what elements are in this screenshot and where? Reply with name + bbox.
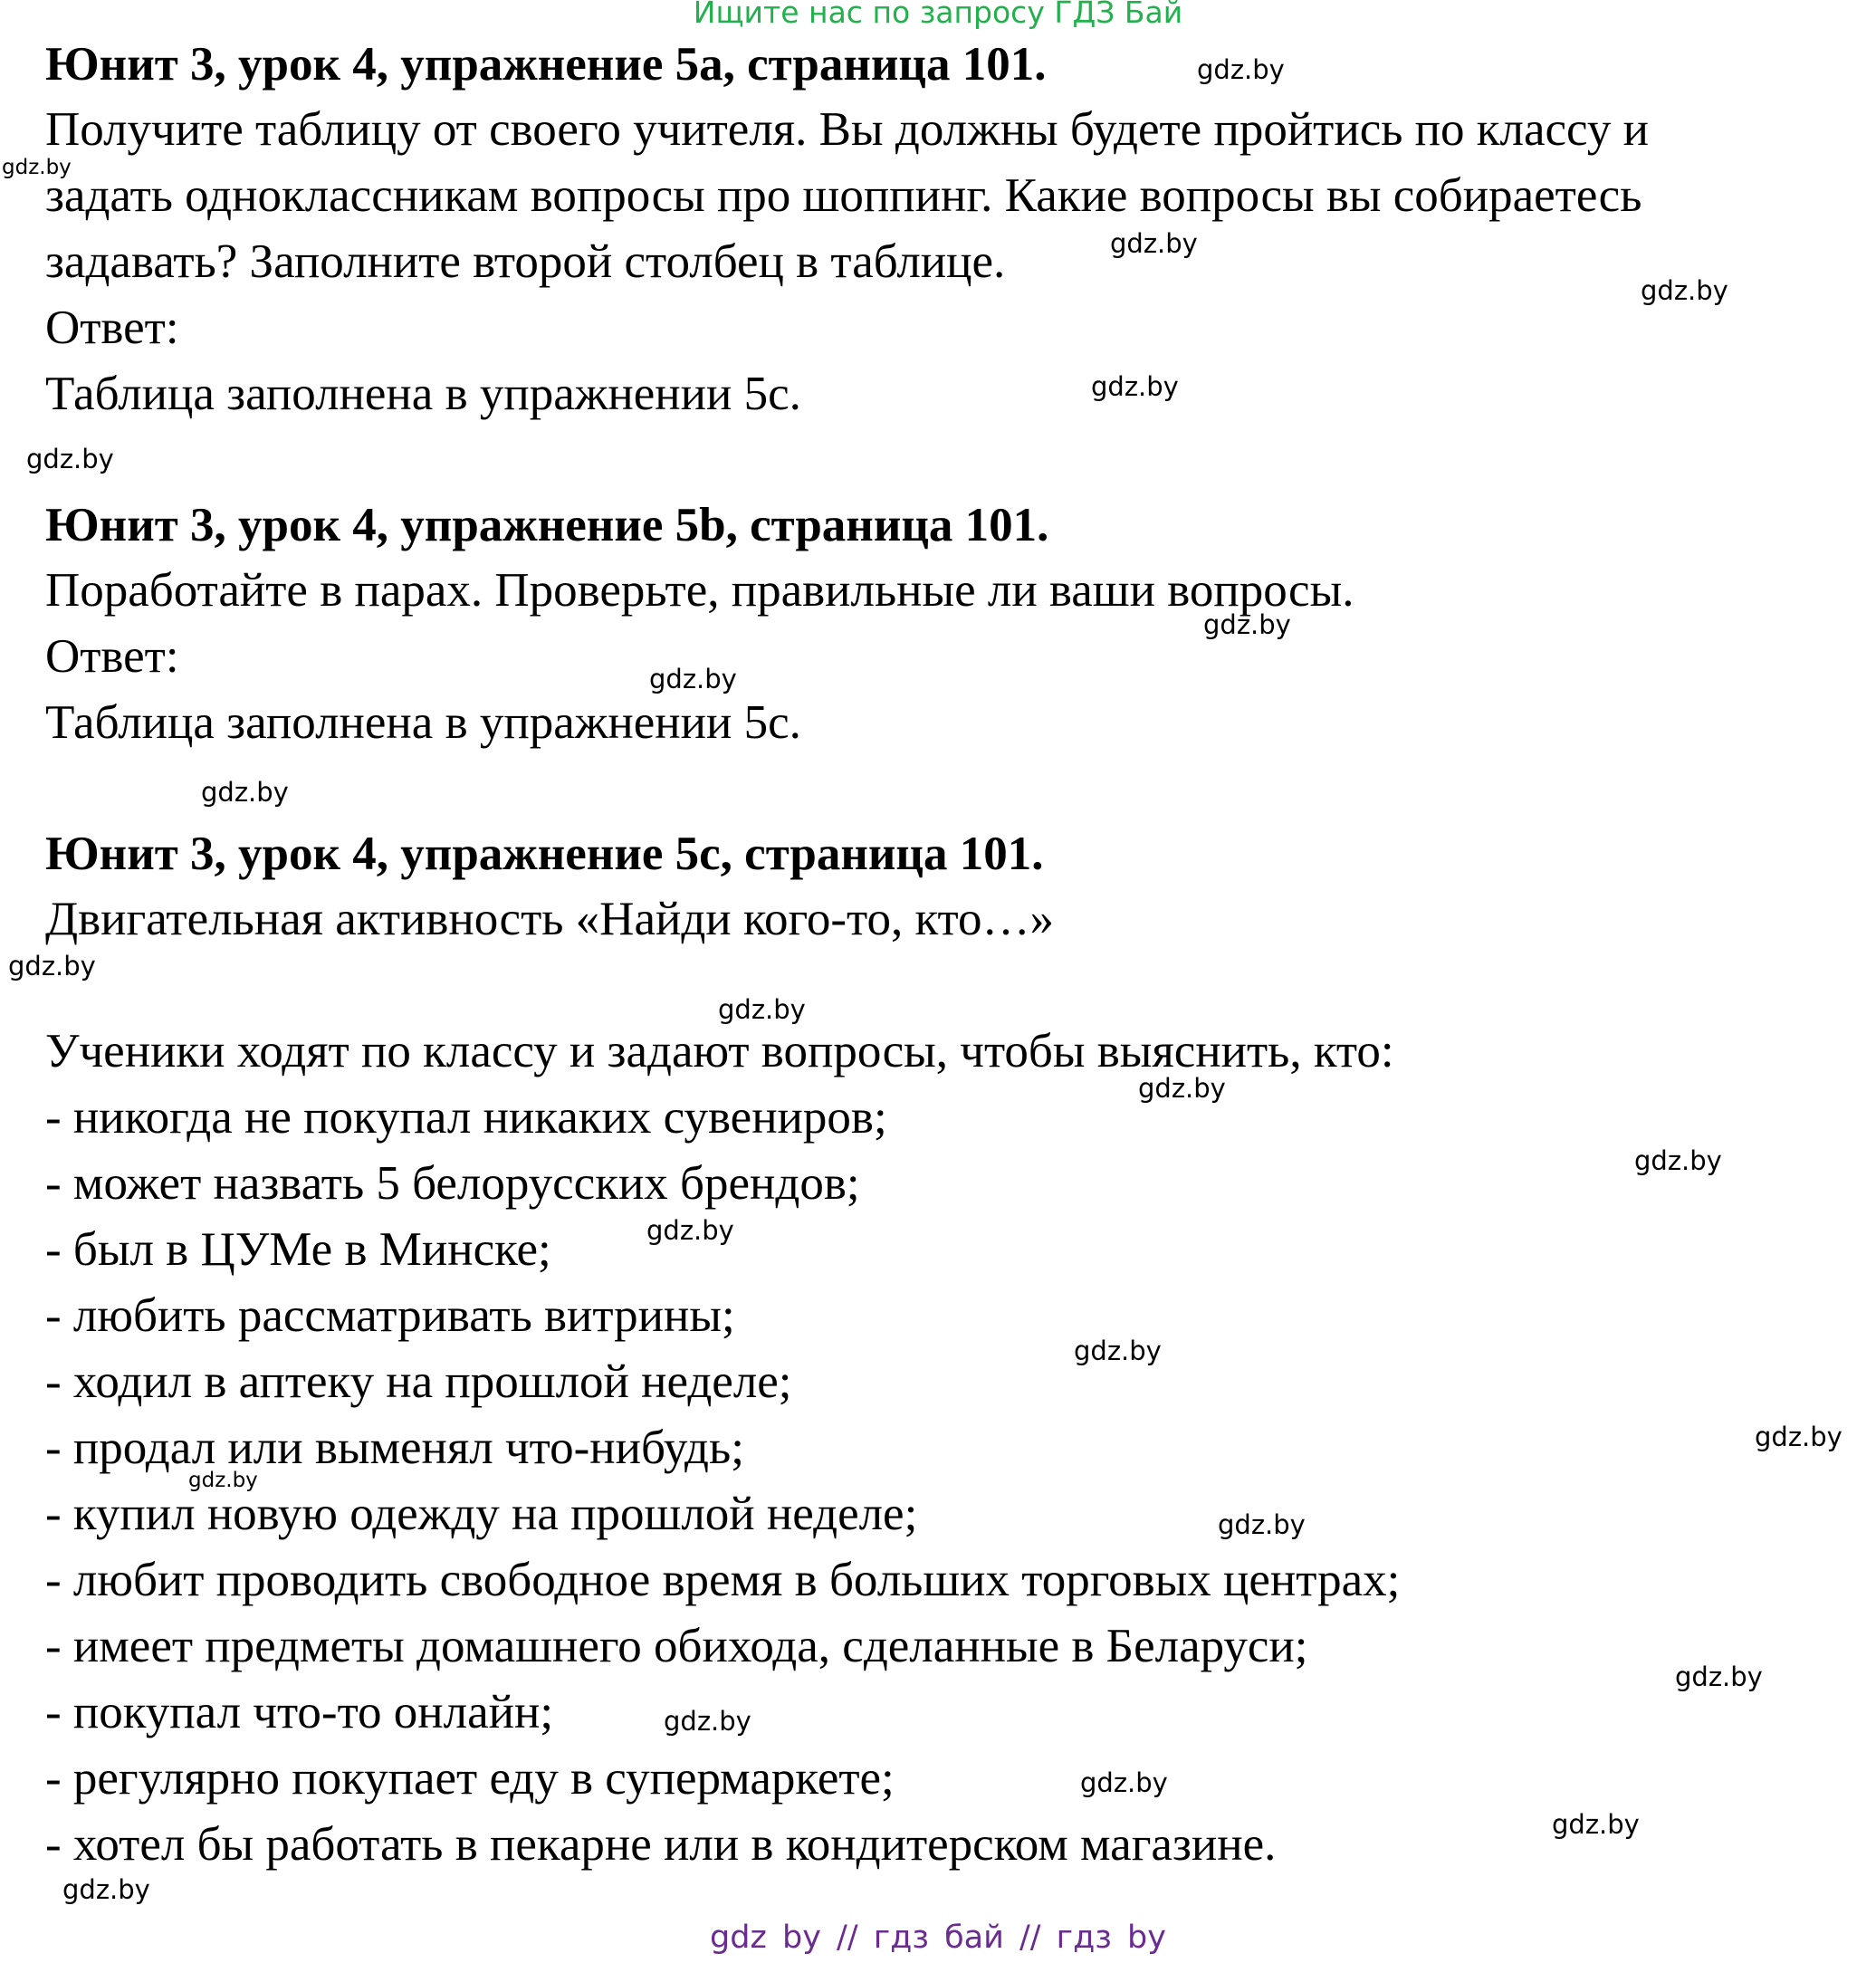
- task-5a-line-2: задать одноклассникам вопросы про шоппинг. Какие вопросы вы собираетесь: [45, 169, 1642, 222]
- watermark: gdz.by: [664, 1706, 751, 1737]
- watermark: gdz.by: [1197, 54, 1285, 85]
- heading-5a: Юнит 3, урок 4, упражнение 5a, страница 101.: [45, 38, 1047, 91]
- watermark: gdz.by: [1080, 1767, 1168, 1798]
- watermark: gdz.by: [1755, 1422, 1842, 1452]
- list-item: - хотел бы работать в пекарне или в кондитерском магазине.: [45, 1818, 1277, 1871]
- watermark: gdz.by: [649, 664, 737, 694]
- watermark: gdz.by: [1091, 371, 1179, 402]
- heading-5c: Юнит 3, урок 4, упражнение 5c, страница 101.: [45, 828, 1044, 880]
- watermark: gdz.by: [1203, 609, 1291, 640]
- list-item: - купил новую одежду на прошлой неделе;: [45, 1488, 918, 1540]
- list-item: - покупал что-то онлайн;: [45, 1686, 554, 1738]
- watermark: gdz.by: [1634, 1145, 1722, 1176]
- watermark: gdz.by: [188, 1469, 258, 1492]
- task-5a-line-3: задавать? Заполните второй столбец в таблице.: [45, 235, 1006, 288]
- list-item: - любить рассматривать витрины;: [45, 1289, 735, 1342]
- search-banner: Ищите нас по запросу ГДЗ Бай: [693, 0, 1183, 30]
- heading-5b: Юнит 3, урок 4, упражнение 5b, страница 101.: [45, 499, 1049, 551]
- watermark: gdz.by: [8, 951, 96, 982]
- list-item: - ходил в аптеку на прошлой неделе;: [45, 1355, 792, 1408]
- watermark: gdz.by: [1218, 1509, 1306, 1540]
- task-5b: Поработайте в парах. Проверьте, правильные ли ваши вопросы.: [45, 564, 1354, 617]
- watermark: gdz.by: [646, 1215, 734, 1246]
- footer-links: gdz by // гдз бай // гдз by: [710, 1920, 1166, 1956]
- list-item: - любит проводить свободное время в больших торговых центрах;: [45, 1554, 1401, 1606]
- answer-label-5b: Ответ:: [45, 630, 179, 683]
- list-item: - продал или выменял что-нибудь;: [45, 1422, 744, 1474]
- watermark: gdz.by: [62, 1874, 150, 1905]
- watermark: gdz.by: [1138, 1073, 1226, 1104]
- watermark: gdz.by: [26, 444, 114, 474]
- list-item: - был в ЦУМе в Минске;: [45, 1223, 551, 1276]
- intro-5c: Ученики ходят по классу и задают вопросы, чтобы выяснить, кто:: [45, 1025, 1394, 1077]
- watermark: gdz.by: [1074, 1336, 1162, 1366]
- list-item: - имеет предметы домашнего обихода, сделанные в Беларуси;: [45, 1620, 1308, 1672]
- task-5a-line-1: Получите таблицу от своего учителя. Вы должны будете пройтись по классу и: [45, 103, 1649, 156]
- watermark: gdz.by: [1552, 1809, 1640, 1840]
- watermark: gdz.by: [1110, 228, 1198, 259]
- list-item: - регулярно покупает еду в супермаркете;: [45, 1752, 895, 1805]
- watermark: gdz.by: [2, 156, 72, 179]
- answer-5a: Таблица заполнена в упражнении 5c.: [45, 368, 801, 420]
- watermark: gdz.by: [201, 777, 289, 808]
- watermark: gdz.by: [1675, 1661, 1763, 1692]
- answer-label-5a: Ответ:: [45, 302, 179, 354]
- watermark: gdz.by: [1641, 275, 1728, 306]
- list-item: - может назвать 5 белорусских брендов;: [45, 1157, 860, 1210]
- answer-5b: Таблица заполнена в упражнении 5c.: [45, 696, 801, 749]
- task-5c: Двигательная активность «Найди кого-то, кто…»: [45, 893, 1055, 945]
- list-item: - никогда не покупал никаких сувениров;: [45, 1091, 887, 1144]
- watermark: gdz.by: [718, 994, 806, 1025]
